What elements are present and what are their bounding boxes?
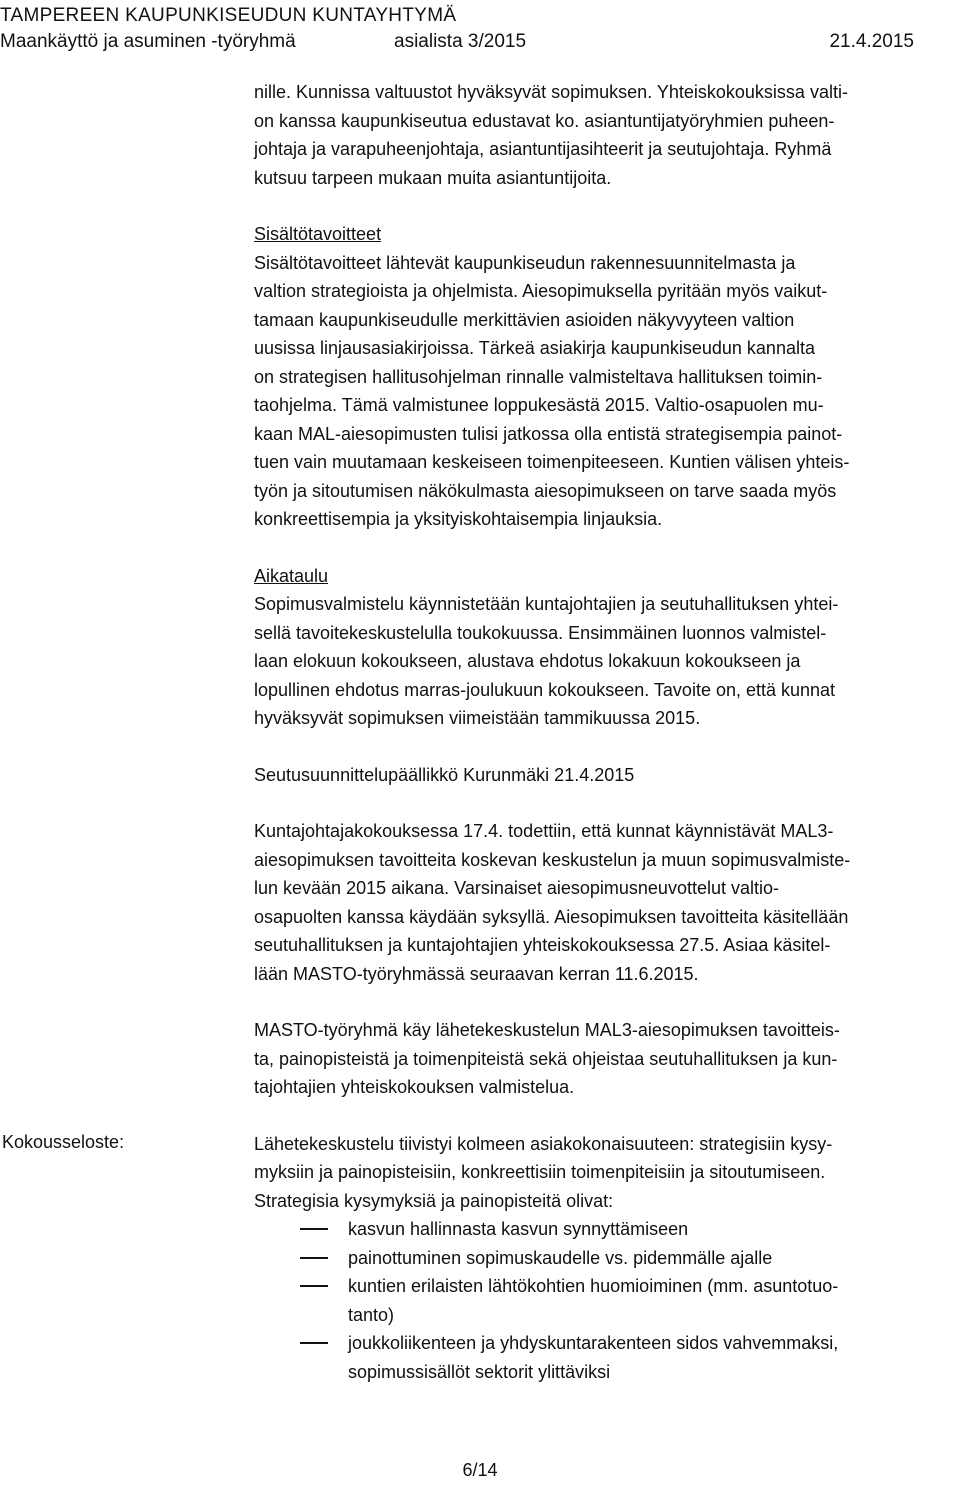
text-line: ta, painopisteistä ja toimenpiteistä sekä ohjeistaa seutuhallituksen ja kun- — [254, 1048, 838, 1069]
text-line: johtaja ja varapuheenjohtaja, asiantuntijasihteerit ja seutujohtaja. Ryhmä — [254, 139, 832, 159]
text-line: MASTO-työryhmä käy lähetekeskustelun MAL3-aiesopimuksen tavoitteis- — [254, 1020, 840, 1040]
list-item-text: kuntien erilaisten lähtökohtien huomioiminen (mm. asuntotuo- — [348, 1276, 839, 1296]
list-item — [254, 1215, 954, 1244]
intro-paragraph — [254, 78, 954, 192]
mayors-meeting-paragraph — [254, 817, 954, 988]
text-line: aiesopimuksen tavoitteita koskevan keskustelun ja muun sopimusvalmiste- — [254, 849, 851, 870]
list-item — [254, 1272, 954, 1329]
strategic-questions-list — [254, 1215, 954, 1386]
dash-bullet-icon — [300, 1342, 328, 1344]
masto-paragraph — [254, 1016, 954, 1102]
text-line: sellä tavoitekeskustelulla toukokuussa. Ensimmäinen luonnos valmistel- — [254, 622, 827, 643]
text-line: tamaan kaupunkiseudulle merkittävien asioiden näkyvyyteen valtion — [254, 309, 795, 330]
text-line: konkreettisempia ja yksityiskohtaisempia linjauksia. — [254, 509, 663, 529]
list-item-text: kasvun hallinnasta kasvun synnyttämiseen — [348, 1219, 689, 1239]
text-line: tuen vain muutamaan keskeiseen toimenpiteeseen. Kuntien välisen yhteis- — [254, 452, 850, 472]
dash-bullet-icon — [300, 1257, 328, 1259]
text-line: valtion strategioista ja ohjelmista. Aiesopimuksella pyritään myös vaikut- — [254, 281, 828, 301]
agenda-number: asialista 3/2015 — [394, 31, 527, 52]
text-line: Strategisia kysymyksiä ja painopisteitä olivat: — [254, 1190, 614, 1211]
text-line: seutuhallituksen ja kuntajohtajien yhteiskokouksessa 27.5. Asiaa käsitel- — [254, 935, 831, 955]
list-item — [254, 1244, 954, 1273]
text-line: myksiin ja painopisteisiin, konkreettisiin toimenpiteisiin ja sitoutumiseen. — [254, 1162, 826, 1182]
schedule-section — [254, 562, 954, 733]
text-line: on kanssa kaupunkiseutua edustavat ko. asiantuntijatyöryhmien puheen- — [254, 110, 835, 131]
text-line: lun kevään 2015 aikana. Varsinaiset aiesopimusneuvottelut valtio- — [254, 878, 779, 898]
dash-bullet-icon — [300, 1228, 328, 1230]
list-item-text: painottuminen sopimuskaudelle vs. pidemmälle ajalle — [348, 1247, 773, 1268]
text-line: osapuolten kanssa käydään syksyllä. Aiesopimuksen tavoitteita käsitellään — [254, 906, 849, 927]
text-line: Lähetekeskustelu tiivistyi kolmeen asiakokonaisuuteen: strategisiin kysy- — [254, 1133, 833, 1154]
list-item-text: sopimussisällöt sektorit ylittäviksi — [348, 1361, 611, 1382]
text-line: kutsuu tarpeen mukaan muita asiantuntijoita. — [254, 167, 612, 188]
text-line: lään MASTO-työryhmässä seuraavan kerran 11.6.2015. — [254, 963, 699, 984]
content-goals-heading: Sisältötavoitteet — [254, 224, 382, 244]
list-item-text: joukkoliikenteen ja yhdyskuntarakenteen sidos vahvemmaksi, — [348, 1333, 839, 1353]
text-line: Sopimusvalmistelu käynnistetään kuntajohtajien ja seutuhallituksen yhtei- — [254, 594, 839, 614]
text-line: tajohtajien yhteiskokouksen valmistelua. — [254, 1077, 575, 1097]
header-meta-row — [0, 28, 960, 55]
text-line: nille. Kunnissa valtuustot hyväksyvät sopimuksen. Yhteiskokouksissa valti- — [254, 82, 848, 102]
text-line: lopullinen ehdotus marras-joulukuun kokoukseen. Tavoite on, että kunnat — [254, 679, 836, 700]
text-line: uusissa linjausasiakirjoissa. Tärkeä asiakirja kaupunkiseudun kannalta — [254, 338, 815, 358]
document-date: 21.4.2015 — [829, 31, 914, 52]
text-line: laan elokuun kokoukseen, alustava ehdotus lokakuun kokoukseen ja — [254, 651, 801, 671]
text-line: hyväksyvät sopimuksen viimeistään tammikuussa 2015. — [254, 708, 701, 728]
text-line: työn ja sitoutumisen näkökulmasta aiesopimukseen on tarve saada myös — [254, 480, 837, 501]
page-number: 6/14 — [462, 1460, 498, 1480]
page-header — [0, 2, 960, 56]
content-goals-section — [254, 220, 954, 534]
text-line: Kuntajohtajakokouksessa 17.4. todettiin, että kunnat käynnistävät MAL3- — [254, 821, 834, 841]
text-line: Sisältötavoitteet lähtevät kaupunkiseudun rakennesuunnitelmasta ja — [254, 252, 796, 273]
dash-bullet-icon — [300, 1285, 328, 1287]
signature-line: Seutusuunnittelupäällikkö Kurunmäki 21.4.2015 — [254, 764, 635, 785]
document-body — [254, 78, 954, 1386]
working-group-name: Maankäyttö ja asuminen -työryhmä — [0, 31, 296, 52]
organization-name: TAMPEREEN KAUPUNKISEUDUN KUNTAYHTYMÄ — [0, 5, 457, 26]
text-line: kaan MAL-aiesopimusten tulisi jatkossa olla entistä strategisempia painot- — [254, 423, 843, 444]
minutes-label: Kokousseloste: — [2, 1132, 125, 1152]
minutes-paragraph — [254, 1130, 954, 1216]
schedule-heading: Aikataulu — [254, 565, 329, 586]
text-line: taohjelma. Tämä valmistunee loppukesästä 2015. Valtio-osapuolen mu- — [254, 395, 824, 415]
list-item-text: tanto) — [348, 1304, 395, 1325]
text-line: on strategisen hallitusohjelman rinnalle valmisteltava hallituksen toimin- — [254, 366, 823, 387]
list-item — [254, 1329, 954, 1386]
